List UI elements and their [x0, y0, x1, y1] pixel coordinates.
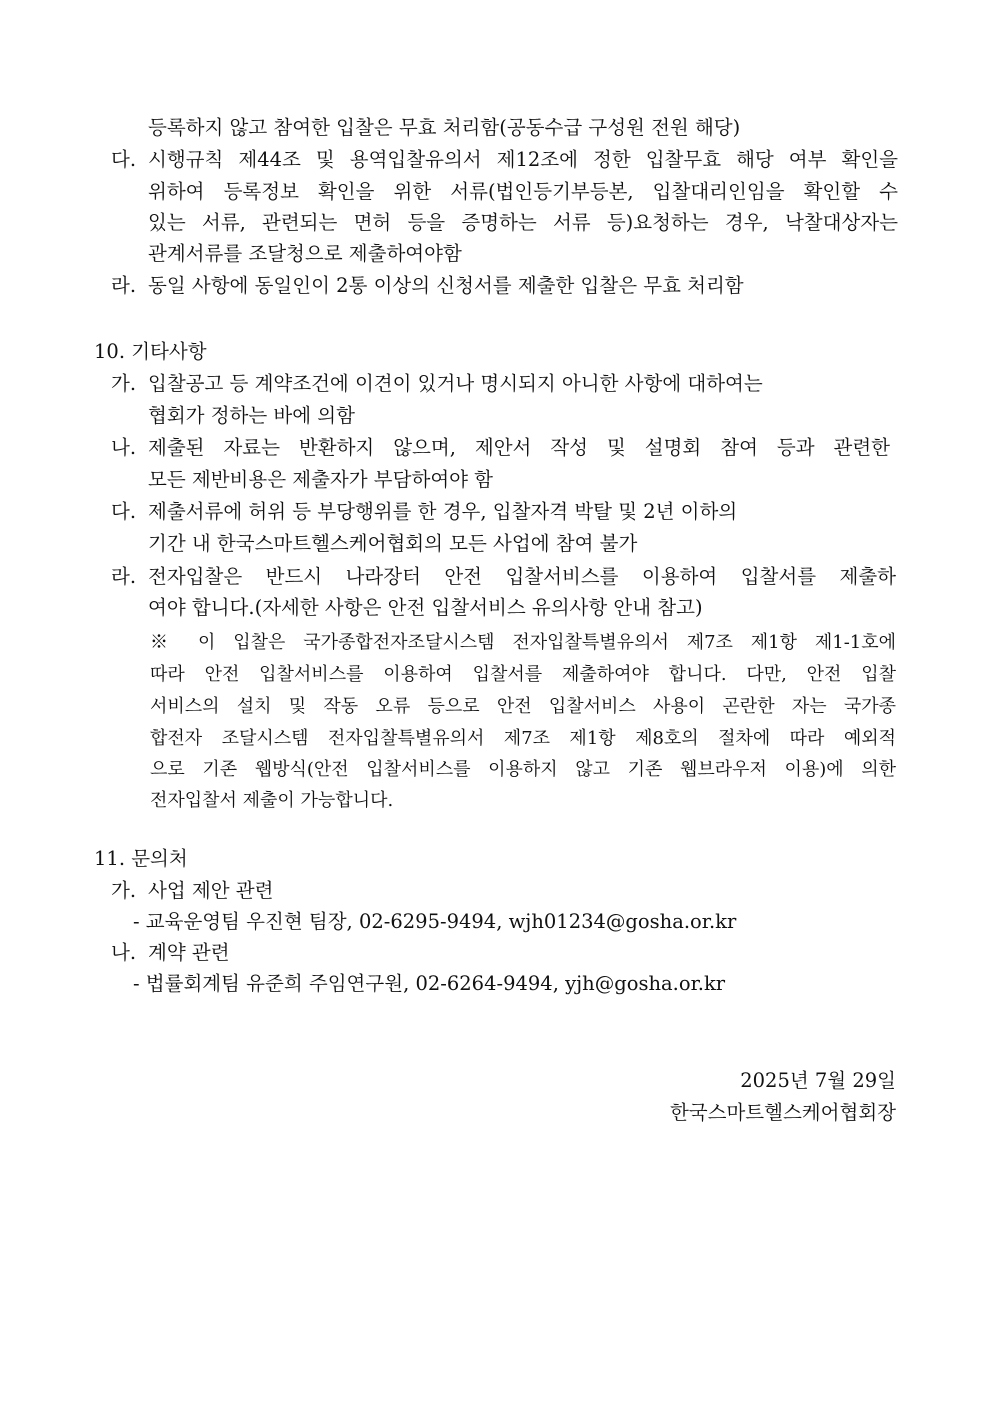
item-text: 시행규칙 제44조 및 용역입찰유의서 제12조에 정한 입찰무효 해당 여부 확인을 [148, 148, 898, 171]
item-text: 전자입찰은 반드시 나라장터 안전 입찰서비스를 이용하여 입찰서를 제출하 [148, 565, 896, 588]
item-text: 여야 합니다.(자세한 사항은 안전 입찰서비스 유의사항 안내 참고) [148, 596, 703, 619]
section-heading: 11. 문의처 [94, 847, 188, 870]
note-text: 합전자 조달시스템 전자입찰특별유의서 제7조 제1항 제8호의 절차에 따라 예외적 [150, 728, 896, 749]
item-text: 협회가 정하는 바에 의함 [148, 404, 355, 427]
issuer-name: 한국스마트헬스케어협회장 [669, 1101, 896, 1124]
item-marker: 라. [111, 274, 137, 297]
item-marker: 다. [111, 148, 137, 171]
contact-label: 계약 관련 [148, 941, 230, 964]
item-marker: 가. [111, 372, 137, 395]
item-marker: 나. [111, 941, 137, 964]
item-marker: 나. [111, 436, 137, 459]
continuation-text: 등록하지 않고 참여한 입찰은 무효 처리함(공동수급 구성원 전원 해당) [148, 116, 741, 139]
note-text: 전자입찰서 제출이 가능합니다. [150, 790, 394, 811]
section-heading: 10. 기타사항 [94, 340, 207, 363]
item-marker: 가. [111, 879, 137, 902]
item-marker: 라. [111, 565, 137, 588]
note-text: 따라 안전 입찰서비스를 이용하여 입찰서를 제출하여야 합니다. 다만, 안전 입찰 [150, 664, 896, 685]
item-text: 제출서류에 허위 등 부당행위를 한 경우, 입찰자격 박탈 및 2년 이하의 [148, 500, 738, 523]
note-text: 서비스의 설치 및 작동 오류 등으로 안전 입찰서비스 사용이 곤란한 자는 국가종 [150, 696, 896, 717]
item-text: 모든 제반비용은 제출자가 부담하여야 함 [148, 468, 494, 491]
contact-label: 사업 제안 관련 [148, 879, 274, 902]
item-text: 제출된 자료는 반환하지 않으며, 제안서 작성 및 설명회 참여 등과 관련한 [148, 436, 890, 459]
contact-line: - 교육운영팀 우진현 팀장, 02-6295-9494, wjh01234@gosha.or.kr [133, 910, 737, 933]
item-marker: 다. [111, 500, 137, 523]
item-text: 있는 서류, 관련되는 면허 등을 증명하는 서류 등)요청하는 경우, 낙찰대상자는 [148, 211, 898, 234]
document-date: 2025년 7월 29일 [740, 1069, 896, 1092]
note-text: 으로 기존 웹방식(안전 입찰서비스를 이용하지 않고 기존 웹브라우저 이용)에 의한 [150, 759, 896, 780]
item-text: 위하여 등록정보 확인을 위한 서류(법인등기부등본, 입찰대리인임을 확인할 수 [148, 180, 898, 203]
item-text: 관계서류를 조달청으로 제출하여야함 [148, 242, 462, 265]
item-text: 기간 내 한국스마트헬스케어협회의 모든 사업에 참여 불가 [148, 532, 638, 555]
contact-line: - 법률회계팀 유준희 주임연구원, 02-6264-9494, yjh@gosha.or.kr [133, 972, 726, 995]
item-text: 동일 사항에 동일인이 2통 이상의 신청서를 제출한 입찰은 무효 처리함 [148, 274, 744, 297]
note-text: ※ 이 입찰은 국가종합전자조달시스템 전자입찰특별유의서 제7조 제1항 제1-1호에 [150, 632, 896, 653]
item-text: 입찰공고 등 계약조건에 이견이 있거나 명시되지 아니한 사항에 대하여는 [148, 372, 763, 395]
